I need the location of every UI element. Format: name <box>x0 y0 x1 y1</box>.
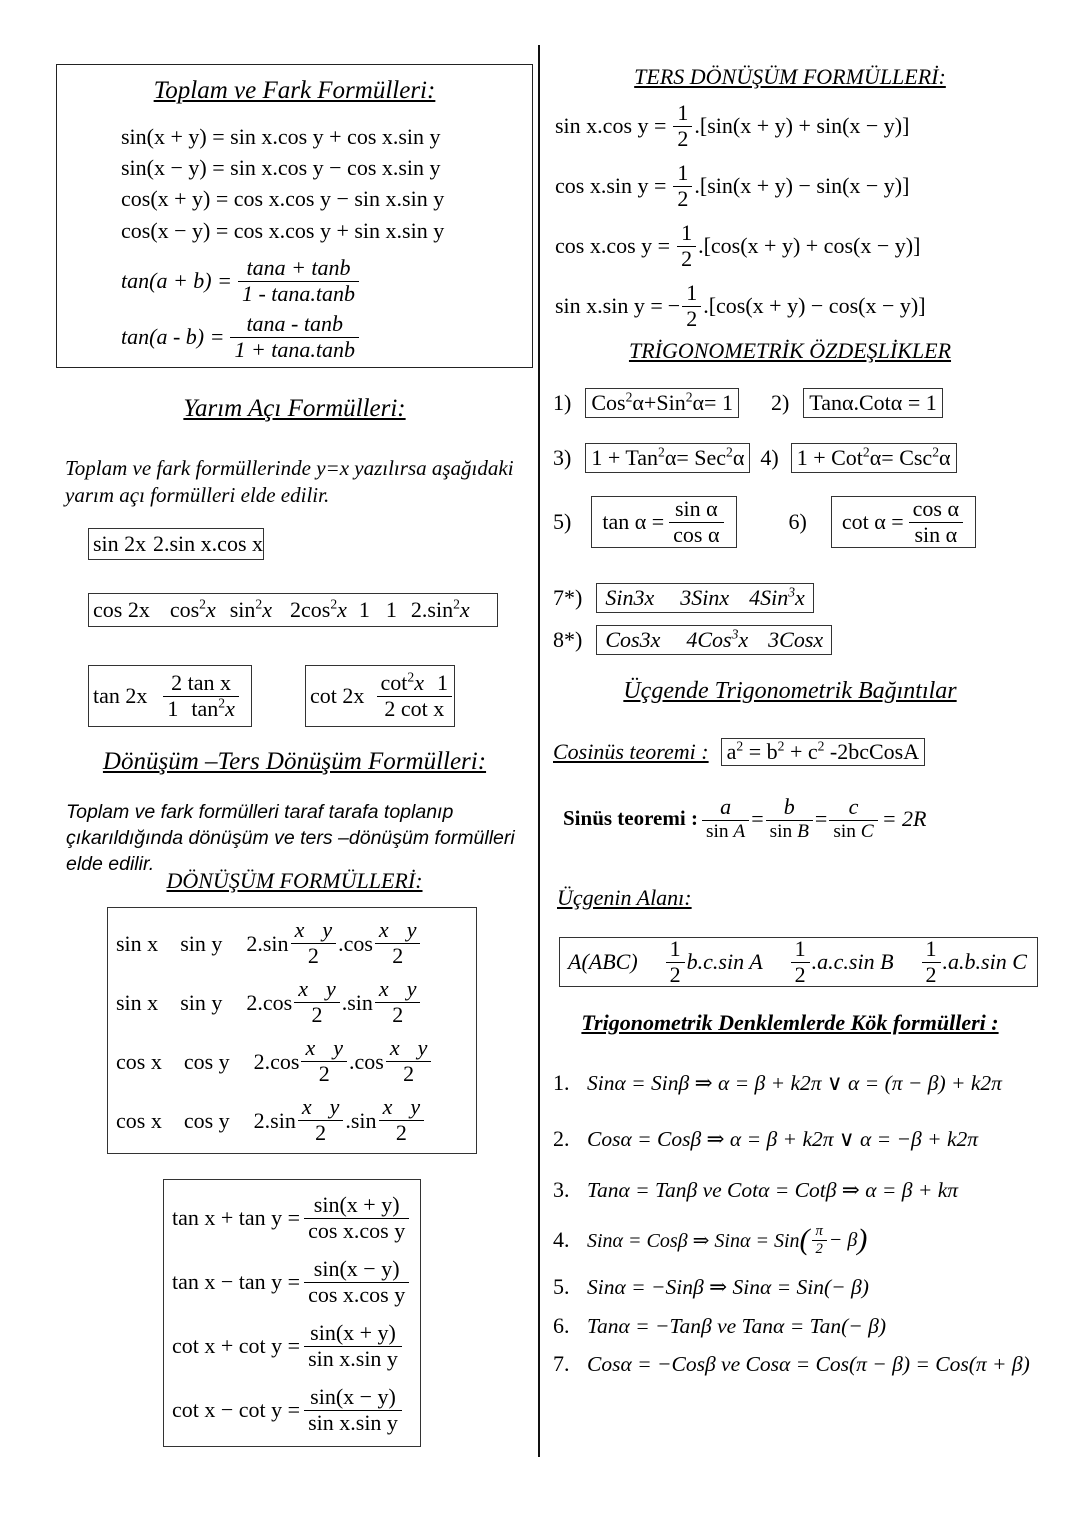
tan-cot-lhs: cot x − cot y = <box>172 1397 301 1422</box>
tan-diff-formula <box>121 312 532 362</box>
half-angle-heading: Yarım Açı Formülleri: <box>183 395 406 422</box>
transform-lhs-b: cos y <box>183 1107 230 1133</box>
sine-theorem-row <box>563 795 926 842</box>
identities-heading: TRİGONOMETRİK ÖZDEŞLİKLER <box>628 338 952 363</box>
identity-box-3: 1 + Tan$^2$α= Sec$^2$α <box>585 443 750 473</box>
tan-cot-fraction <box>304 1385 402 1435</box>
fraction-numerator: sin(x − y) <box>313 1255 400 1281</box>
tan-sum-formula <box>121 256 532 306</box>
formula-line: cos(x − y) = cos x.cos y + sin x.sin y <box>121 217 445 243</box>
fraction-numerator: 1 <box>686 279 698 305</box>
root-formula-text: Cosα = −Cosβ ve Cosα = Cos(π − β) = Cos(π + β) <box>587 1351 1030 1376</box>
fraction-numerator: x y <box>298 976 336 1002</box>
triple-angle-row-8 <box>553 625 832 655</box>
inverse-lhs: sin x.sin y = <box>555 293 663 318</box>
tan2x-lhs: tan 2x <box>93 683 148 708</box>
root-number: 1. <box>553 1070 570 1095</box>
cot2x-box <box>305 665 455 727</box>
transform-op2: .cos <box>349 1048 384 1074</box>
root-formula-text: Tanα = −Tanβ ve Tanα = Tan(− β) <box>587 1313 886 1338</box>
sin2x-rhs: 2.sin x.cos x <box>153 531 263 556</box>
transform-sub-heading: DÖNÜŞÜM FORMÜLLERİ: <box>166 868 423 893</box>
fraction-denominator: 2 <box>301 1061 347 1087</box>
transform-note: Toplam ve fark formülleri taraf tarafa toplanıp çıkarıldığında dönüşüm ve ters –dönüşüm formülleri elde edilir. <box>66 801 515 875</box>
fraction-denominator: 2 <box>922 962 941 988</box>
inverse-rhs: .[sin(x + y) − sin(x − y)] <box>694 173 910 198</box>
area-label: Üçgenin Alanı: <box>557 885 692 910</box>
cosine-theorem-box: $a^2 = b^2 + c^2$ -2bcCosA <box>721 738 926 766</box>
left-column <box>0 0 538 1527</box>
transform-fraction-1 <box>298 1095 344 1145</box>
root-formula-text: Sinα = −Sinβ ⇒ Sinα = Sin(− β) <box>587 1274 869 1299</box>
identity-box-6 <box>831 496 976 548</box>
sin2x-lhs: sin 2x <box>93 531 147 556</box>
cot2x-lhs: cot 2x <box>310 683 365 708</box>
inverse-transform-heading: TERS DÖNÜŞÜM FORMÜLLERİ: <box>634 64 946 89</box>
inverse-transform-row <box>555 216 1075 276</box>
paren-close: ) <box>857 1223 868 1256</box>
fraction-denominator: 2 <box>666 962 685 988</box>
fraction-denominator: 2 <box>791 962 810 988</box>
transform-lhs-a: cos x <box>116 1048 162 1074</box>
root-number: 4. <box>553 1227 570 1252</box>
inverse-transform-row <box>555 276 1075 336</box>
identity-number: 6) <box>788 509 807 534</box>
half-fraction <box>673 101 692 151</box>
triple-number: 7*) <box>553 585 583 610</box>
transform-fraction-1 <box>294 977 340 1027</box>
identity-number: 1) <box>553 390 572 415</box>
tan-identity-lhs: tan α = <box>602 509 665 534</box>
fraction-denominator: 2 <box>291 943 337 969</box>
fraction-denominator: 2 cot x <box>377 696 452 722</box>
equals-sign: = <box>751 805 764 831</box>
fraction-denominator: 1 - tana.tanb <box>238 281 359 307</box>
root-formula-row <box>553 1055 1073 1111</box>
fraction-denominator: 2 <box>379 1120 425 1146</box>
tan-cot-formula-row <box>172 1250 420 1314</box>
root-number: 7. <box>553 1351 570 1376</box>
fraction-numerator: $\cot^2x$ 1 <box>380 669 448 695</box>
inverse-transform-row <box>555 96 1075 156</box>
root-formula-row <box>553 1213 1073 1267</box>
transform-rows <box>116 914 476 1150</box>
transform-fraction-2 <box>386 1036 432 1086</box>
cot-identity-fraction <box>909 497 963 547</box>
cosine-theorem-row <box>553 738 925 766</box>
fraction-denominator: sin A <box>702 820 749 843</box>
fraction-denominator: 2 <box>375 1002 421 1028</box>
cos2x-box <box>88 593 498 627</box>
fraction-numerator: x y <box>305 1035 344 1061</box>
transform-formulas-box <box>107 907 477 1154</box>
fraction-numerator: sin(x − y) <box>310 1383 396 1409</box>
identity-number: 5) <box>553 509 572 534</box>
inverse-sign: − <box>667 293 681 318</box>
root-formula-text: Tanα = Tanβ ve Cotα = Cotβ ⇒ α = β + kπ <box>587 1177 959 1202</box>
area-fraction-1 <box>666 937 685 987</box>
fraction-denominator: cos α <box>669 522 723 548</box>
tan-cot-fraction <box>304 1321 402 1371</box>
cos2x-term3: $2\cos^2x$ <box>290 596 347 622</box>
root-number: 2. <box>553 1126 570 1151</box>
fraction-numerator: 1 <box>681 219 693 245</box>
half-angle-note: Toplam ve fark formüllerinde y=x yazılırsa aşağıdaki yarım açı formülleri elde edilir. <box>65 456 514 508</box>
fraction-denominator: 2 <box>294 1002 340 1028</box>
cos2x-term4: 1 <box>358 597 370 622</box>
tan-cot-sum-box <box>163 1179 421 1447</box>
transform-formula-row <box>116 973 476 1032</box>
sin3x-box: Sin3x 3Sinx 4Sin$^3$x <box>596 583 813 613</box>
area-fraction-3 <box>922 937 941 987</box>
fraction-numerator: x y <box>378 917 417 943</box>
inverse-rhs: .[cos(x + y) + cos(x − y)] <box>698 233 921 258</box>
root-fraction <box>812 1223 827 1257</box>
fraction-denominator: cos x.cos y <box>304 1218 409 1244</box>
fraction-numerator: x y <box>378 976 417 1002</box>
half-fraction <box>677 221 696 271</box>
column-divider <box>538 45 540 1457</box>
fraction-numerator: x y <box>294 917 333 943</box>
identity-row-1 <box>553 388 943 418</box>
transform-op2: .sin <box>341 989 373 1015</box>
fraction-denominator: 2 <box>677 246 696 272</box>
sum-difference-box <box>56 64 533 368</box>
fraction-numerator: 1 <box>669 935 681 961</box>
sine-theorem-result: = 2R <box>881 805 927 831</box>
sine-theorem-label: Sinüs teoremi : <box>563 806 698 831</box>
transform-fraction-2 <box>375 977 421 1027</box>
area-term-1: b.c.sin A <box>686 949 763 974</box>
sin2x-box <box>88 528 264 560</box>
cot2x-fraction <box>377 671 452 721</box>
transform-lhs-a: cos x <box>116 1107 162 1133</box>
fraction-numerator: tana - tanb <box>246 311 343 337</box>
transform-lhs-a: sin x <box>116 989 159 1015</box>
fraction-denominator: 2 <box>682 306 701 332</box>
fraction-numerator: sin α <box>674 495 718 521</box>
identity-box-1: Cos$^2$α+Sin$^2$α= 1 <box>585 388 739 418</box>
root-formula-rows <box>553 1055 1073 1383</box>
root-formula-text: Cosα = Cosβ ⇒ α = β + k2π ∨ α = −β + k2π <box>587 1126 979 1151</box>
fraction-denominator: sin B <box>766 820 813 843</box>
fraction-numerator: 1 <box>677 99 689 125</box>
tan-cot-formula-row <box>172 1378 420 1442</box>
identity-box-2: Tanα.Cotα = 1 <box>803 388 942 418</box>
fraction-numerator: sin(x + y) <box>313 1191 400 1217</box>
tan-sum-lhs: tan(a + b) = <box>121 268 232 294</box>
transform-lhs-b: cos y <box>183 1048 230 1074</box>
tan-diff-fraction <box>230 312 359 362</box>
transform-fraction-1 <box>291 918 337 968</box>
identity-box-5 <box>591 496 736 548</box>
cos2x-term6: $2.\sin^2x$ <box>410 596 470 622</box>
transform-op2: .sin <box>345 1107 377 1133</box>
transform-formula-row <box>116 1032 476 1091</box>
tan-cot-rows <box>172 1186 420 1442</box>
fraction-numerator: c <box>848 794 859 819</box>
root-formula-row <box>553 1307 1073 1345</box>
formula-line: sin(x − y) = sin x.cos y − cos x.sin y <box>121 155 441 181</box>
fraction-denominator: sin α <box>909 522 963 548</box>
transform-fraction-2 <box>379 1095 425 1145</box>
inverse-rhs: .[sin(x + y) + sin(x − y)] <box>694 113 910 138</box>
root-number: 3. <box>553 1177 570 1202</box>
identity-number: 4) <box>760 445 779 470</box>
right-column <box>545 0 1080 1527</box>
fraction-numerator: x y <box>301 1094 340 1120</box>
inverse-lhs: cos x.cos y = <box>555 233 671 258</box>
tan-cot-formula-row <box>172 1314 420 1378</box>
fraction-denominator: 2 <box>812 1240 827 1257</box>
root-formula-row <box>553 1167 1073 1213</box>
fraction-denominator: 2 <box>386 1061 432 1087</box>
fraction-denominator: 1 $\tan^2x$ <box>163 696 238 722</box>
transform-coef: 2.sin <box>253 1107 296 1133</box>
cos2x-term5: 1 <box>385 597 397 622</box>
area-lhs: A(ABC) <box>568 949 638 974</box>
triangle-heading: Üçgende Trigonometrik Bağıntılar <box>623 678 957 704</box>
tan-cot-formula-row <box>172 1186 420 1250</box>
inverse-lhs: cos x.sin y = <box>555 173 667 198</box>
cos2x-term2: $\sin^2x$ <box>229 596 272 622</box>
transform-lhs-b: sin y <box>180 930 223 956</box>
area-term-3: .a.b.sin C <box>942 949 1027 974</box>
transform-lhs-b: sin y <box>180 989 223 1015</box>
sine-fraction-c <box>829 795 877 842</box>
half-fraction <box>682 281 701 331</box>
fraction-numerator: a <box>720 794 732 819</box>
fraction-denominator: sin x.sin y <box>304 1346 402 1372</box>
inverse-rhs: .[cos(x + y) − cos(x − y)] <box>703 293 926 318</box>
identity-row-2 <box>553 443 957 473</box>
inverse-transform-row <box>555 156 1075 216</box>
root-formula-text: Sinα = Sinβ ⇒ α = β + k2π ∨ α = (π − β) + k2π <box>587 1070 1002 1095</box>
transform-coef: 2.cos <box>246 989 293 1015</box>
tan-diff-lhs: tan(a - b) = <box>121 324 225 350</box>
formula-line: sin(x + y) = sin x.cos y + cos x.sin y <box>121 124 441 149</box>
fraction-denominator: 2 <box>673 126 692 152</box>
transform-op2: .cos <box>338 930 373 956</box>
fraction-denominator: 2 <box>298 1120 344 1146</box>
fraction-numerator: x y <box>382 1094 421 1120</box>
transform-fraction-2 <box>375 918 421 968</box>
roots-heading: Trigonometrik Denklemlerde Kök formülleri : <box>581 1010 999 1035</box>
area-fraction-2 <box>791 937 810 987</box>
transform-coef: 2.cos <box>253 1048 300 1074</box>
triple-number: 8*) <box>553 627 583 652</box>
tan-cot-lhs: cot x + cot y = <box>172 1333 301 1358</box>
fraction-numerator: cos α <box>912 495 959 521</box>
transform-coef: 2.sin <box>246 930 289 956</box>
fraction-denominator: 2 <box>375 943 421 969</box>
equals-sign: = <box>814 805 828 831</box>
transform-lhs-a: sin x <box>116 930 159 956</box>
inverse-lhs: sin x.cos y = <box>555 113 667 138</box>
fraction-numerator: sin(x + y) <box>310 1319 396 1345</box>
root-fraction-tail: − β <box>828 1228 858 1251</box>
fraction-denominator: sin x.sin y <box>304 1410 402 1436</box>
tan2x-fraction <box>163 671 238 721</box>
fraction-numerator: 1 <box>677 159 689 185</box>
cot-identity-lhs: cot α = <box>841 509 904 534</box>
fraction-denominator: cos x.cos y <box>304 1282 409 1308</box>
fraction-numerator: tana + tanb <box>246 254 351 280</box>
triple-angle-row-7 <box>553 583 814 613</box>
identity-number: 3) <box>553 445 572 470</box>
fraction-numerator: x y <box>389 1035 428 1061</box>
cos2x-term1: $\cos^2x$ <box>169 596 216 622</box>
tan-sum-fraction <box>238 256 359 306</box>
root-number: 6. <box>553 1313 570 1338</box>
sine-fraction-b <box>766 795 813 842</box>
formula-line: cos(x + y) = cos x.cos y − sin x.sin y <box>121 186 445 212</box>
area-term-2: .a.c.sin B <box>811 949 894 974</box>
root-formula-row <box>553 1267 1073 1307</box>
fraction-numerator: 1 <box>925 935 937 961</box>
transform-heading: Dönüşüm –Ters Dönüşüm Formülleri: <box>102 748 487 775</box>
fraction-numerator: 1 <box>794 935 806 961</box>
identity-row-3 <box>553 496 976 548</box>
tan-cot-fraction <box>304 1193 409 1243</box>
transform-fraction-1 <box>301 1036 347 1086</box>
root-number: 5. <box>553 1274 570 1299</box>
sum-difference-heading: Toplam ve Fark Formülleri: <box>153 77 436 104</box>
tan-identity-fraction <box>669 497 723 547</box>
identity-number: 2) <box>770 390 790 415</box>
fraction-denominator: 1 + tana.tanb <box>230 337 359 363</box>
fraction-denominator: 2 <box>673 186 692 212</box>
inverse-transform-rows <box>555 96 1075 336</box>
cosine-theorem-label: Cosinüs teoremi : <box>553 739 709 764</box>
fraction-numerator: 2 tan x <box>171 669 232 695</box>
cos2x-lhs: cos 2x <box>93 597 150 622</box>
tan-cot-fraction <box>304 1257 409 1307</box>
half-fraction <box>673 161 692 211</box>
sine-fraction-a <box>702 795 749 842</box>
triangle-area-box <box>559 937 1038 987</box>
root-formula-text: Sinα = Cosβ ⇒ Sinα = Sin <box>587 1229 800 1252</box>
root-formula-row <box>553 1111 1073 1167</box>
tan2x-box <box>88 665 252 727</box>
tan-cot-lhs: tan x − tan y = <box>172 1269 301 1294</box>
transform-formula-row <box>116 914 476 973</box>
fraction-numerator: π <box>815 1223 823 1240</box>
paren-open: ( <box>799 1223 810 1256</box>
root-formula-row <box>553 1345 1073 1383</box>
cos3x-box: Cos3x 4Cos$^3$x 3Cosx <box>596 625 832 655</box>
tan-cot-lhs: tan x + tan y = <box>172 1205 301 1230</box>
identity-box-4: 1 + Cot$^2$α= Csc$^2$α <box>791 443 957 473</box>
fraction-denominator: sin C <box>829 820 877 843</box>
fraction-numerator: b <box>783 794 795 819</box>
transform-formula-row <box>116 1091 476 1150</box>
